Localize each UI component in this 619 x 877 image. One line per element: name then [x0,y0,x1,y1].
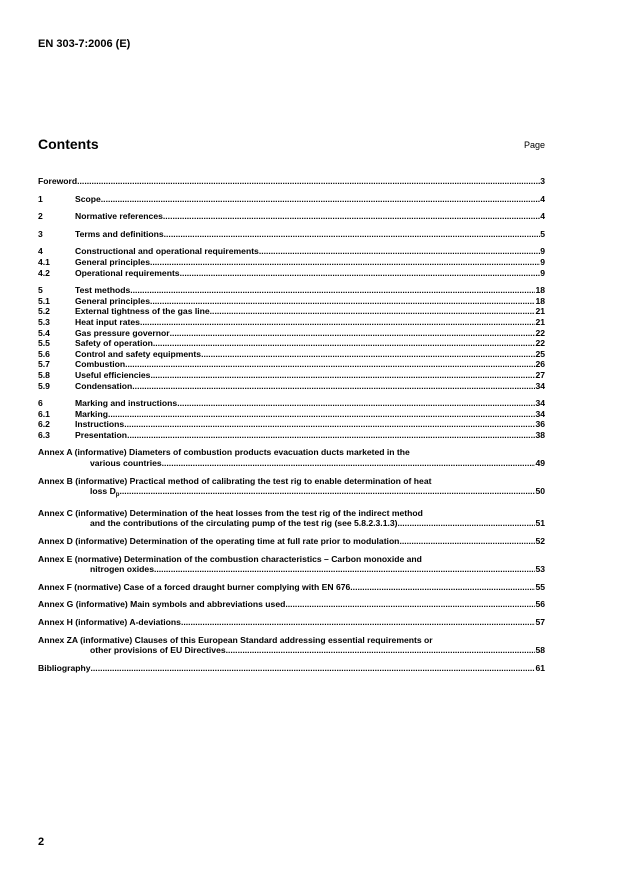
toc-title-continued: other provisions of EU Directives. [90,645,229,656]
toc-entry-5-3[interactable] [38,317,545,328]
toc-page: 26 [535,359,545,370]
subscript: p [115,492,120,499]
toc-number: 5.7 [38,359,50,370]
toc-page: 18 [535,295,545,306]
toc-entry-6-3[interactable] [38,430,545,441]
toc-title: Bibliography [38,662,91,673]
toc-page: 36 [535,419,545,430]
toc-number: 6.3 [38,429,50,440]
toc-title: Presentation [75,429,128,440]
toc-page: 34 [535,398,545,409]
toc-page: 18 [535,285,545,296]
toc-number: 4.2 [38,267,50,278]
toc-page: 50 [535,486,545,497]
toc-title: Annex H (informative) A-deviations [38,617,181,627]
toc-page: 9 [540,267,545,278]
toc-page: 9 [540,256,545,267]
toc-entry-5-5[interactable] [38,338,545,349]
toc-title: Annex ZA (informative) Clauses of this European Standard addressing essential requirements or [38,634,433,645]
toc-title: Annex A (informative) Diameters of combustion products evacuation ducts marketed in the [38,447,410,458]
toc-page: 56 [535,599,545,610]
toc-page: 5 [540,228,545,239]
toc-page: 55 [535,581,545,592]
toc-title: Useful efficiencies [75,369,151,380]
toc-title: Control and safety equipments [75,348,202,359]
toc-entry-5-9[interactable] [38,381,545,392]
toc-title: Annex E (normative) Determination of the combustion characteristics – Carbon monoxide and [38,553,422,564]
page-number: 2 [38,836,45,848]
toc-entry-4[interactable] [38,246,545,257]
toc-number: 5.5 [38,338,50,349]
toc-group-4 [38,246,545,278]
toc-entry-5[interactable] [38,285,545,296]
toc-page: 9 [540,246,545,257]
toc-title: Heat input rates [75,316,140,327]
toc-entry-annex-g[interactable] [38,599,545,610]
toc-entry-4-2[interactable] [38,268,545,279]
toc-title-continued: various countries [90,458,162,469]
toc-number: 5.4 [38,327,50,338]
contents-heading: Contents [38,136,99,152]
toc-entry-annex-za[interactable] [38,635,545,656]
toc-page: 61 [535,662,545,673]
toc-entry-3[interactable] [38,229,545,240]
toc-title: Annex D (informative) Determination of the operating time at full rate prior to modulation [38,536,400,547]
toc-entry-6-1[interactable] [38,409,545,420]
toc-number: 2 [38,211,43,222]
toc-title: Marking [75,408,108,419]
toc-title: Annex B (informative) Practical method of calibrating the test rig to enable determination of heat [38,475,432,486]
toc-page: 34 [535,380,545,391]
toc-page: 51 [535,518,545,529]
toc-number: 4.1 [38,256,50,267]
toc-title: Marking and instructions [75,398,178,409]
toc-entry-annex-a[interactable] [38,447,545,468]
toc-title: Terms and definitions [75,228,164,239]
toc-entry-5-6[interactable] [38,349,545,360]
toc-number: 1 [38,193,43,204]
toc-entry-annex-e[interactable] [38,554,545,575]
toc-title: Combustion [75,359,126,370]
toc-entry-6-2[interactable] [38,419,545,430]
toc-title: External tightness of the gas line [75,306,210,317]
toc-group-6 [38,398,545,440]
toc-page: 22 [535,338,545,349]
toc-title-continued: nitrogen oxides [90,564,154,575]
toc-entry-5-1[interactable] [38,296,545,307]
toc-title: Condensation [75,380,133,391]
toc-number: 4 [38,246,43,257]
toc-page: 58 [535,645,545,656]
toc-entry-5-8[interactable] [38,370,545,381]
toc-number: 5.1 [38,295,50,306]
toc-number: 5.8 [38,369,50,380]
toc-entry-6[interactable] [38,398,545,409]
toc-number: 3 [38,228,43,239]
toc-title-continued: and the contributions of the circulating pump of the test rig (see 5.8.2.3.1.3) [90,518,398,529]
toc-page: 38 [535,429,545,440]
toc-page: 52 [535,536,545,547]
toc-page: 4 [540,193,545,204]
toc-title: Scope [75,193,101,204]
toc-title-continued: loss D [90,486,116,497]
toc-number: 6.2 [38,419,50,430]
toc-entry-5-2[interactable] [38,306,545,317]
toc-entry-1[interactable] [38,194,545,205]
toc-title: Operational requirements [75,267,180,278]
toc-title: General principles [75,256,150,267]
toc-entry-annex-c[interactable] [38,508,545,529]
toc-page: 22 [535,327,545,338]
toc-page: 4 [540,211,545,222]
toc-page: 49 [535,458,545,469]
toc-number: 5.2 [38,306,50,317]
toc-entry-foreword[interactable] [38,176,545,187]
toc-number: 5.6 [38,348,50,359]
toc-page: 21 [535,306,545,317]
toc-entry-2[interactable] [38,211,545,222]
toc-title: Safety of operation [75,338,153,349]
toc-page: 21 [535,316,545,327]
toc-title: Foreword [38,176,78,186]
toc-page: 34 [535,408,545,419]
toc-number: 6 [38,398,43,409]
toc-entry-bibliography[interactable] [38,663,545,674]
toc-title: Annex G (informative) Main symbols and abbreviations used [38,599,286,610]
toc-page: 27 [535,369,545,380]
toc-entry-annex-f[interactable] [38,582,545,593]
toc-entry-5-4[interactable] [38,328,545,339]
toc-page: 57 [535,617,545,627]
toc-number: 5 [38,285,43,296]
toc-entry-annex-d[interactable] [38,536,545,547]
toc-entry-4-1[interactable] [38,257,545,268]
toc-page: 53 [535,564,545,575]
page-column-label: Page [523,140,545,150]
toc-entry-annex-h[interactable] [38,617,545,628]
toc-number: 5.9 [38,380,50,391]
toc-title: Annex F (normative) Case of a forced draught burner complying with EN 676 [38,581,351,592]
toc-group-5 [38,285,545,391]
toc-entry-annex-b[interactable] [38,476,545,501]
document-id: EN 303-7:2006 (E) [38,38,131,50]
toc-entry-5-7[interactable] [38,359,545,370]
toc-page: 3 [540,176,545,186]
toc-page: 25 [535,348,545,359]
toc-title: Gas pressure governor [75,327,170,338]
toc-number: 5.3 [38,316,50,327]
toc-title: Test methods [75,285,131,296]
toc-title: Instructions [75,419,125,430]
toc-title: Normative references [75,211,163,222]
toc-title: Constructional and operational requirements [75,246,259,257]
toc-title: General principles [75,295,150,306]
toc-title: Annex C (informative) Determination of the heat losses from the test rig of the indirect method [38,507,423,518]
toc-number: 6.1 [38,408,50,419]
table-of-contents [38,176,545,673]
